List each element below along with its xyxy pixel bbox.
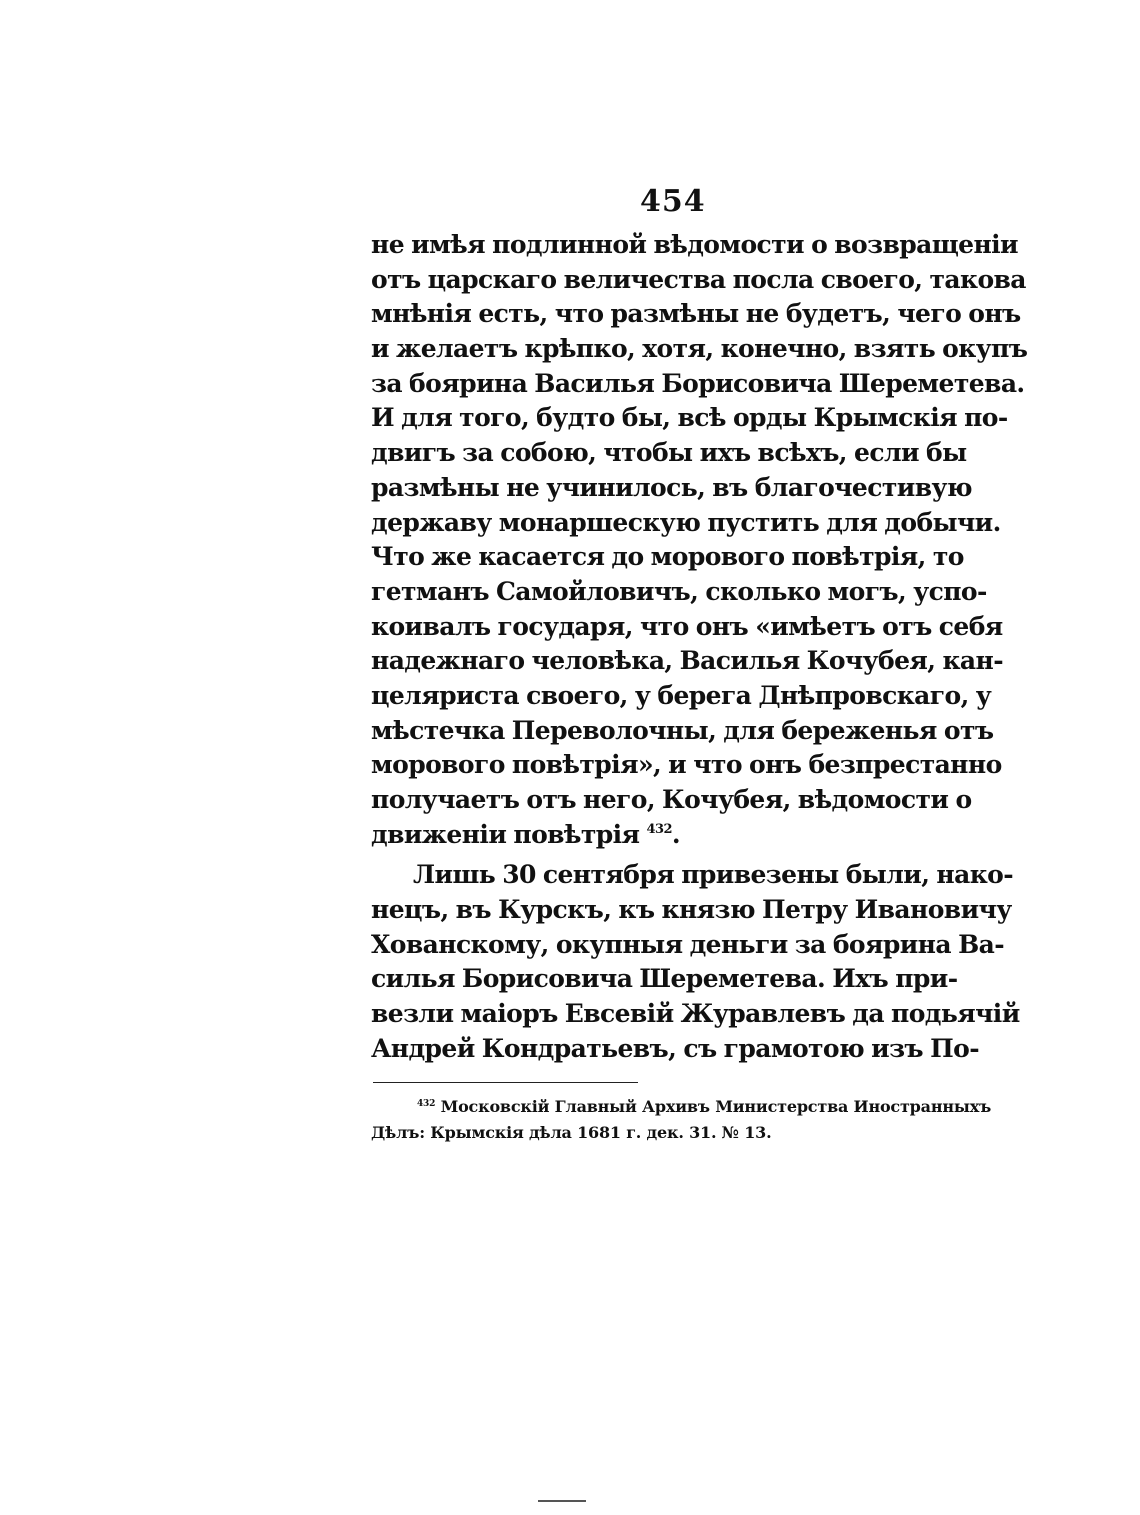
main-text bbox=[371, 228, 1028, 1067]
text-line: гетманъ Самойловичъ, сколько могъ, успо- bbox=[371, 576, 987, 606]
text-line: мѣстечка Переволочны, для береженья отъ bbox=[371, 715, 994, 745]
footnote-reference[interactable]: 432 bbox=[646, 821, 672, 837]
scan-artifact bbox=[562, 1500, 586, 1502]
text-line: размѣны не учинилось, въ благочестивую bbox=[371, 472, 972, 502]
text-line: И для того, будто бы, всѣ орды Крымскія по- bbox=[371, 403, 1008, 433]
text-line: отъ царскаго величества посла своего, такова bbox=[371, 264, 1026, 294]
page-number: 454 bbox=[640, 184, 706, 219]
sentence-end: . bbox=[671, 819, 680, 849]
text-line: мнѣнія есть, что размѣны не будетъ, чего онъ bbox=[371, 299, 1021, 329]
text-line: Лишь 30 сентября привезены были, нако- bbox=[413, 860, 1014, 890]
text-line: силья Борисовича Шереметева. Ихъ при- bbox=[371, 964, 958, 994]
text-line: получаетъ отъ него, Кочубея, вѣдомости о bbox=[371, 785, 972, 814]
text-line: двигъ за собою, чтобы ихъ всѣхъ, если бы bbox=[371, 438, 967, 468]
footnote-line: Дѣлъ: Крымскія дѣла 1681 г. дек. 31. № 13. bbox=[371, 1123, 772, 1142]
text-line: Хованскому, окупныя деньги за боярина Ва- bbox=[371, 929, 1004, 959]
text-line: Что же касается до морового повѣтрія, то bbox=[371, 542, 964, 572]
text-line: и желаетъ крѣпко, хотя, конечно, взять окупъ bbox=[371, 334, 1028, 364]
text-line: за боярина Василья Борисовича Шереметева. bbox=[371, 368, 1025, 398]
text-line: державу монаршескую пустить для добычи. bbox=[371, 507, 1001, 537]
text-line: нецъ, въ Курскъ, къ князю Петру Ивановичу bbox=[371, 895, 1012, 925]
text-line: не имѣя подлинной вѣдомости о возвращеніи bbox=[371, 230, 1018, 259]
footnote-number: 432 bbox=[417, 1099, 436, 1109]
text-line-final bbox=[371, 818, 953, 853]
text-line: целяриста своего, у берега Днѣпровскаго, у bbox=[371, 680, 992, 710]
text-line: везли маіоръ Евсевій Журавлевъ да подьячій bbox=[371, 999, 1020, 1029]
footnote-separator bbox=[373, 1082, 638, 1083]
text-line: Андрей Кондратьевъ, съ грамотою изъ По- bbox=[371, 1033, 979, 1063]
text-line-text: движеніи повѣтрія bbox=[371, 819, 640, 849]
text-line: надежнаго человѣка, Василья Кочубея, кан- bbox=[371, 646, 1003, 676]
footnote bbox=[371, 1094, 992, 1146]
footnote-line bbox=[371, 1094, 992, 1120]
footnote-text: Московскій Главный Архивъ Министерства Иностранныхъ bbox=[440, 1097, 992, 1116]
scan-artifact bbox=[538, 1500, 562, 1502]
text-line: морового повѣтрія», и что онъ безпрестанно bbox=[371, 750, 1002, 780]
text-line: коивалъ государя, что онъ «имѣетъ отъ себя bbox=[371, 611, 1003, 641]
